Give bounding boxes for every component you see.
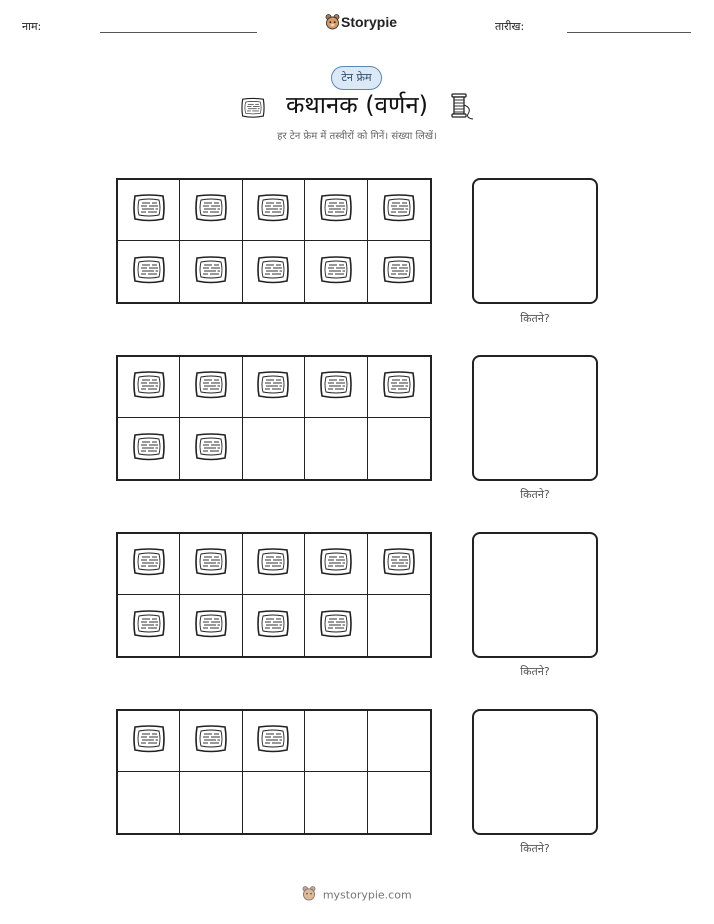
frame-cell	[243, 772, 305, 833]
frame-cell	[368, 180, 430, 241]
fabric-swatch-icon	[130, 369, 168, 405]
fabric-swatch-icon	[317, 546, 355, 582]
badge: टेन फ्रेम	[331, 66, 382, 90]
fabric-swatch-icon	[192, 431, 230, 467]
frame-cell	[118, 180, 180, 241]
footer-url: mystorypie.com	[322, 888, 412, 902]
answer-label-1: कितने?	[520, 312, 550, 325]
frame-cell	[118, 595, 180, 656]
ten-frame-1	[116, 178, 432, 304]
frame-cell	[368, 595, 430, 656]
frame-cell	[118, 357, 180, 418]
frame-cell	[180, 711, 242, 772]
frame-cell	[180, 241, 242, 302]
fabric-swatch-icon	[254, 723, 292, 759]
frame-cell	[368, 418, 430, 479]
frame-cell	[368, 534, 430, 595]
frame-cell	[305, 772, 367, 833]
frame-cell	[243, 180, 305, 241]
answer-label-3: कितने?	[520, 665, 550, 678]
footer	[0, 886, 714, 904]
name-label: नाम:	[22, 20, 42, 33]
fabric-swatch-icon	[192, 608, 230, 644]
fabric-swatch-icon	[254, 254, 292, 290]
fabric-swatch-icon	[254, 192, 292, 228]
fabric-swatch-icon	[254, 546, 292, 582]
frame-cell	[305, 180, 367, 241]
frame-cell	[180, 595, 242, 656]
name-line[interactable]	[100, 32, 257, 33]
fabric-swatch-icon	[317, 192, 355, 228]
frame-cell	[243, 711, 305, 772]
frame-cell	[305, 711, 367, 772]
fabric-swatch-icon	[130, 254, 168, 290]
frame-cell	[368, 241, 430, 302]
thread-spool-icon	[446, 92, 476, 126]
storypie-mascot-icon	[302, 886, 316, 904]
storypie-mascot-icon	[325, 14, 340, 34]
frame-cell	[305, 241, 367, 302]
frame-cell	[368, 357, 430, 418]
frame-cell	[243, 595, 305, 656]
frame-cell	[180, 534, 242, 595]
instructions: हर टेन फ्रेम में तस्वीरों को गिनें। संख्या लिखें।	[277, 131, 437, 142]
fabric-swatch-icon	[317, 608, 355, 644]
brand-name: Storypie	[341, 14, 398, 30]
fabric-swatch-icon	[192, 192, 230, 228]
date-label: तारीख:	[495, 20, 525, 33]
fabric-swatch-icon	[130, 431, 168, 467]
frame-cell	[180, 772, 242, 833]
fabric-swatch-icon	[192, 546, 230, 582]
answer-label-4: कितने?	[520, 842, 550, 855]
frame-cell	[118, 534, 180, 595]
frame-cell	[118, 772, 180, 833]
frame-cell	[243, 357, 305, 418]
frame-cell	[180, 357, 242, 418]
frame-cell	[118, 241, 180, 302]
frame-cell	[118, 418, 180, 479]
fabric-swatch-icon	[317, 369, 355, 405]
fabric-swatch-icon	[380, 546, 418, 582]
frame-cell	[368, 711, 430, 772]
frame-cell	[180, 418, 242, 479]
frame-cell	[243, 418, 305, 479]
ten-frame-2	[116, 355, 432, 481]
ten-frame-3	[116, 532, 432, 658]
fabric-swatch-icon	[192, 369, 230, 405]
fabric-swatch-icon	[192, 254, 230, 290]
answer-box-3[interactable]	[472, 532, 598, 658]
frame-cell	[305, 595, 367, 656]
date-line[interactable]	[567, 32, 691, 33]
frame-cell	[305, 357, 367, 418]
page-title: कथानक (वर्णन)	[285, 91, 429, 119]
fabric-swatch-icon	[130, 192, 168, 228]
fabric-swatch-icon	[130, 546, 168, 582]
frame-cell	[180, 180, 242, 241]
frame-cell	[243, 241, 305, 302]
fabric-swatch-icon	[130, 723, 168, 759]
fabric-swatch-icon	[254, 369, 292, 405]
fabric-swatch-icon	[380, 254, 418, 290]
fabric-swatch-icon	[317, 254, 355, 290]
answer-box-4[interactable]	[472, 709, 598, 835]
frame-cell	[118, 711, 180, 772]
fabric-swatch-icon	[380, 192, 418, 228]
frame-cell	[243, 534, 305, 595]
ten-frame-4	[116, 709, 432, 835]
frame-cell	[305, 418, 367, 479]
fabric-swatch-icon	[130, 608, 168, 644]
answer-label-2: कितने?	[520, 488, 550, 501]
answer-box-2[interactable]	[472, 355, 598, 481]
answer-box-1[interactable]	[472, 178, 598, 304]
frame-cell	[368, 772, 430, 833]
fabric-swatch-icon	[254, 608, 292, 644]
brand-logo	[325, 14, 398, 32]
fabric-swatch-icon	[380, 369, 418, 405]
frame-cell	[305, 534, 367, 595]
fabric-swatch-icon	[192, 723, 230, 759]
